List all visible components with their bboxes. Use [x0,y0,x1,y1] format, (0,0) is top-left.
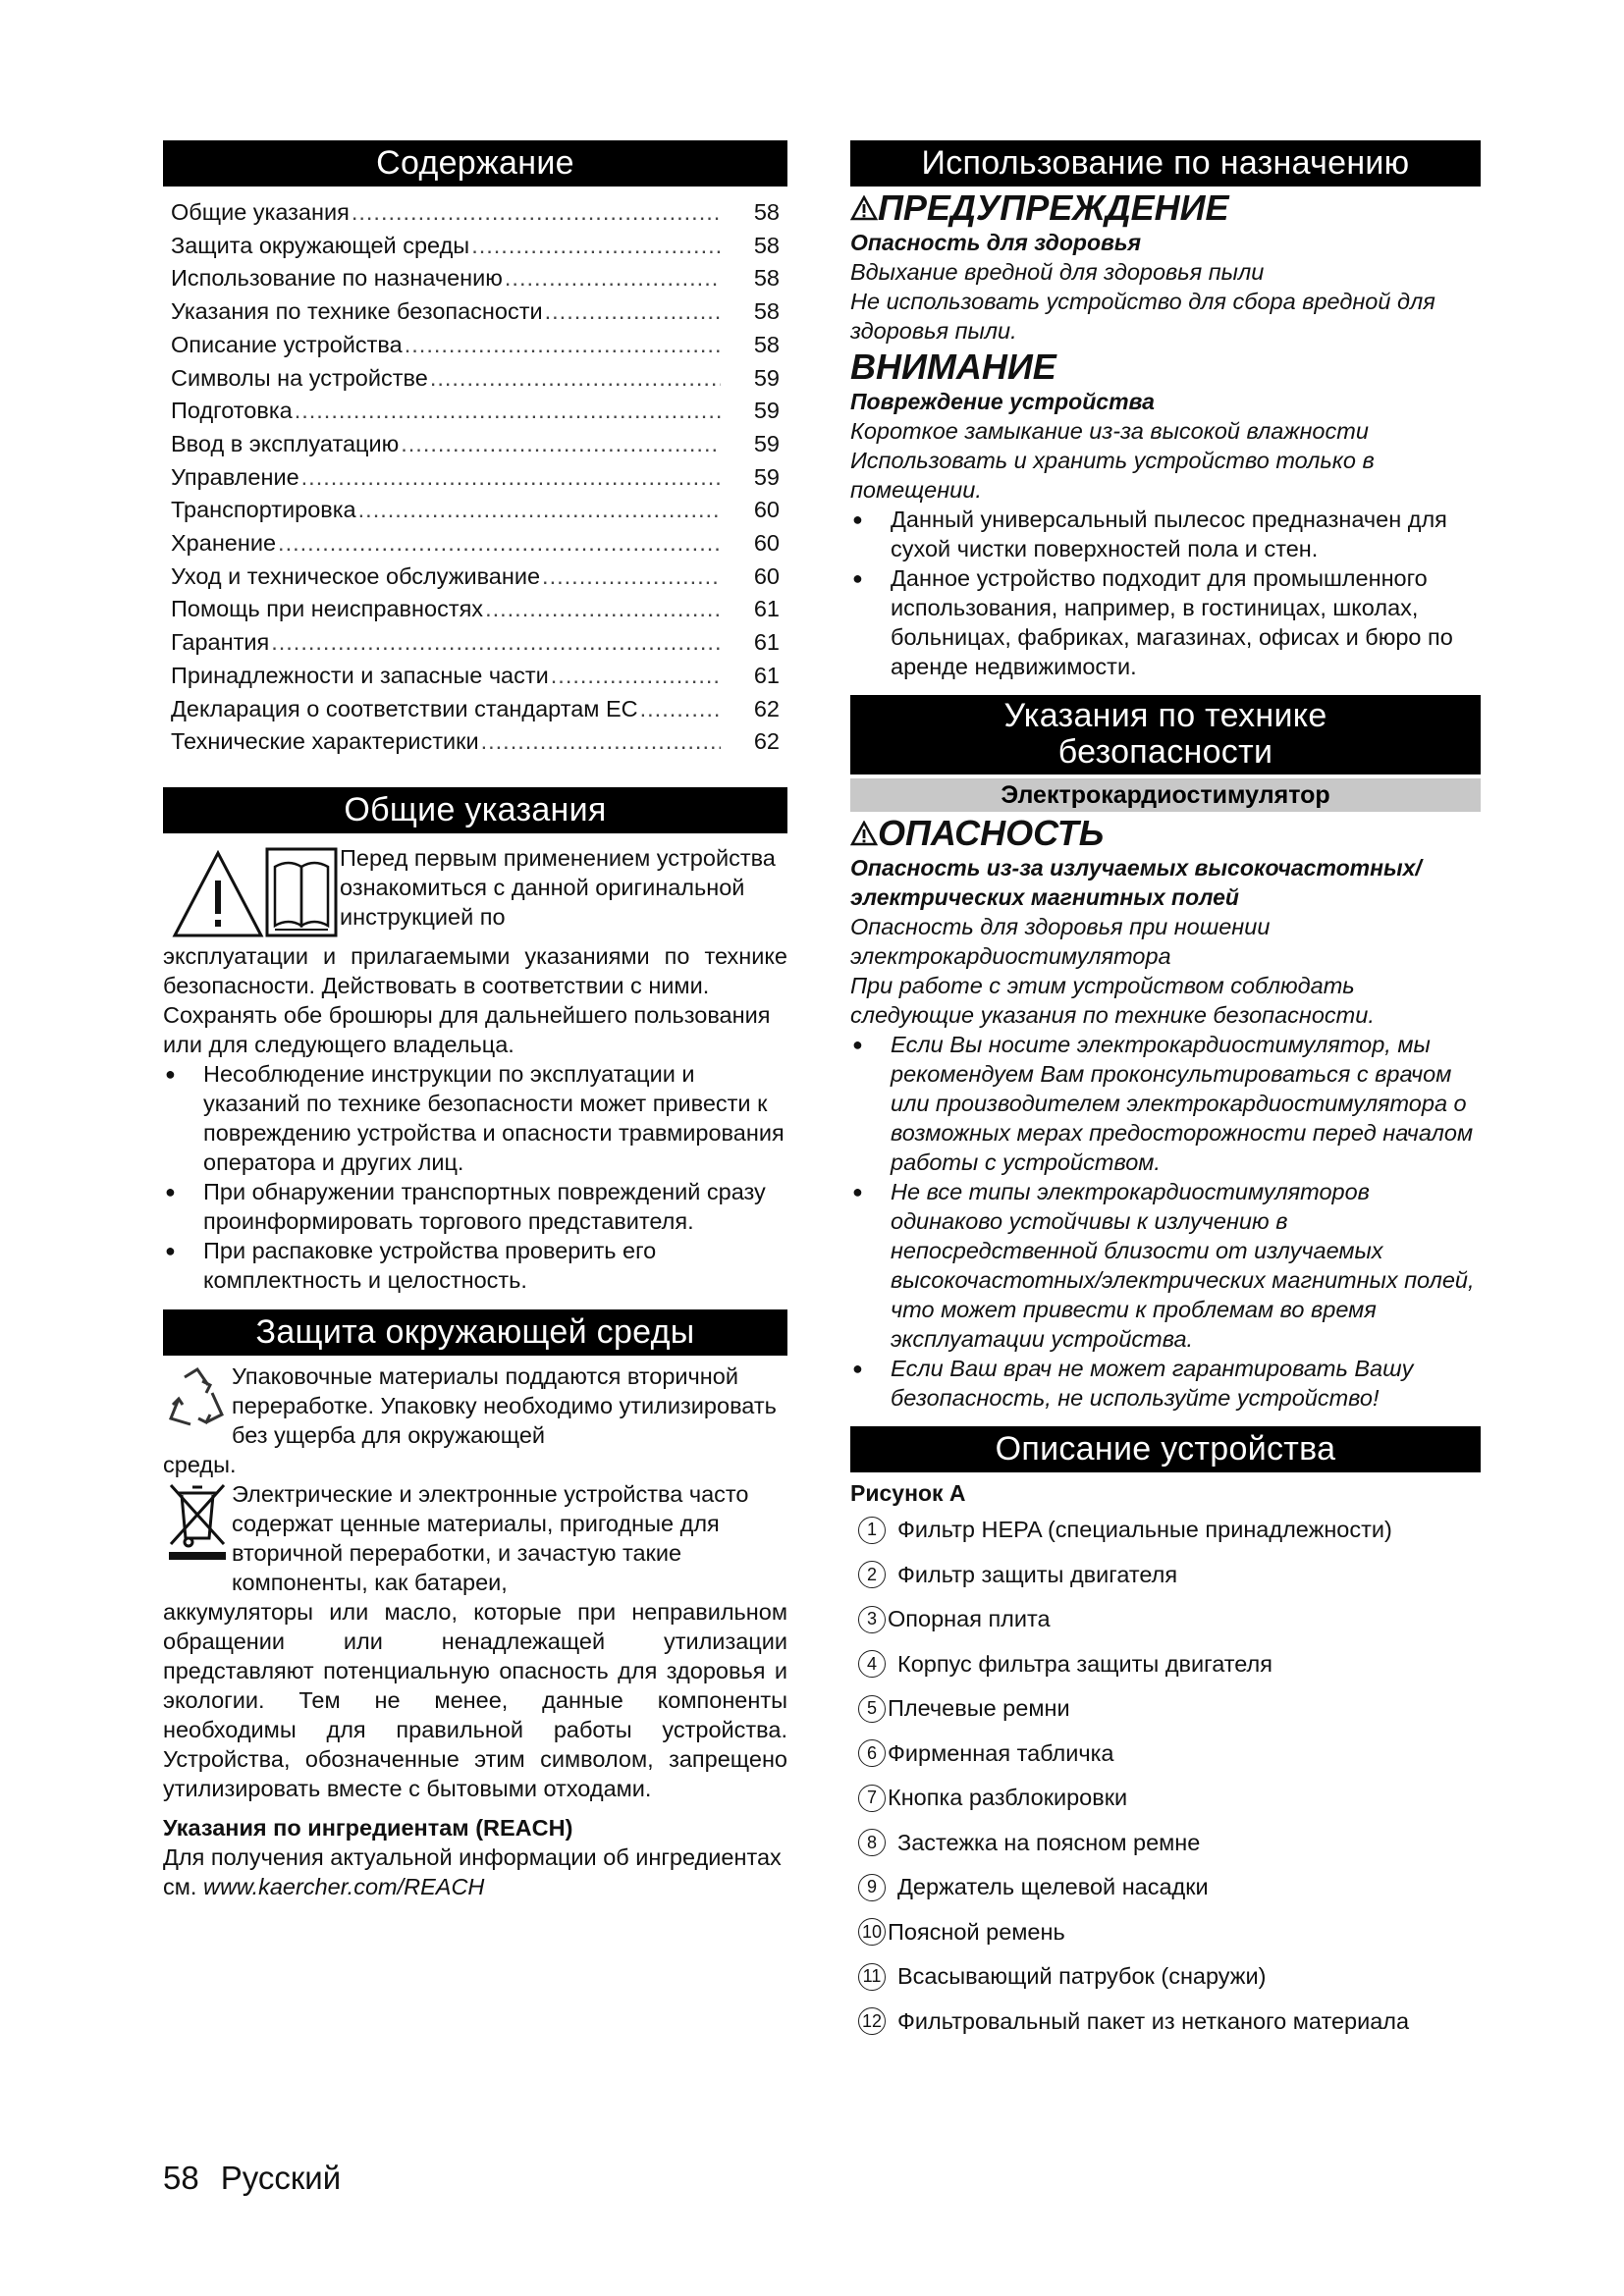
reach-text: Для получения актуальной информации об ингредиентах см. www.kaercher.com/REACH [163,1843,782,1899]
weee-text-rest: аккумуляторы или масло, которые при неправильном обращении или ненадлежащей утилизации представляют потенциальную опасность для здоровья и экологии. Тем не менее, данные компоненты необходимы для правильной работы устройства. Устройства, обозначенные этим символом, запрещено утилизировать вместе с бытовыми отходами. [163,1598,787,1801]
toc-leader [505,262,721,295]
weee-block [163,1479,787,1597]
intended-use-heading: Использование по назначению [850,140,1481,187]
warning-triangle-icon [850,195,878,221]
toc-title: Гарантия [171,629,270,656]
toc-row[interactable] [171,230,780,263]
toc-title: Ввод в эксплуатацию [171,430,400,456]
part-item [858,1732,1481,1777]
warning-title: ПРЕДУПРЕЖДЕНИЕ [850,188,1481,228]
toc-row[interactable] [171,362,780,396]
general-bullets [163,1059,787,1295]
toc-page: 58 [753,265,780,292]
toc-row[interactable] [171,196,780,230]
list-item: ● При обнаружении транспортных повреждений сразу проинформировать торгового представителя. [163,1177,787,1236]
recycle-block [163,1362,787,1450]
reach-title: Указания по ингредиентам (REACH) [163,1814,573,1841]
left-column [163,140,787,1901]
toc-page: 60 [753,497,780,523]
toc-title: Общие указания [171,199,350,225]
toc-page: 61 [753,662,780,688]
part-item [858,1597,1481,1642]
page-footer [163,2160,362,2197]
danger-subtitle: Опасность из-за излучаемых высокочастотных/электрических магнитных полей [850,855,1422,910]
toc-page: 59 [753,398,780,424]
part-number-circle: 1 [858,1517,886,1544]
part-item [858,1821,1481,1866]
part-item [858,1776,1481,1821]
part-item [858,1865,1481,1910]
toc-title: Принадлежности и запасные части [171,662,549,688]
caution-subtitle: Повреждение устройства [850,389,1155,414]
toc-leader [640,693,721,726]
part-label: Плечевые ремни [888,1695,1070,1722]
toc-page: 60 [753,530,780,557]
part-label: Поясной ремень [888,1918,1065,1945]
list-item: ● Несоблюдение инструкции по эксплуатации и указаний по технике безопасности может привести к повреждению устройства и опасности травмирования оператора и других лиц. [163,1059,787,1177]
toc-row[interactable] [171,527,780,561]
part-item [858,1508,1481,1553]
toc-page: 58 [753,331,780,357]
part-number-circle: 6 [858,1739,886,1767]
part-item [858,1954,1481,2000]
toc-leader [401,428,721,461]
toc-title: Указания по технике безопасности [171,298,543,325]
recycle-text-rest: среды. [163,1451,237,1477]
footer-language: Русский [220,2160,342,2196]
toc-leader [295,395,721,428]
weee-text: Электрические и электронные устройства часто содержат ценные материалы, пригодные для вторичной переработки, и зачастую такие компоненты, как батареи, [232,1480,749,1595]
toc-leader [485,593,721,626]
part-number-circle: 2 [858,1561,886,1588]
toc-title: Использование по назначению [171,265,503,292]
toc-page: 58 [753,298,780,325]
part-number-circle: 5 [858,1695,886,1723]
toc-heading: Содержание [163,140,787,187]
warning-manual-icon [171,845,340,939]
part-number-circle: 7 [858,1785,886,1812]
part-label: Корпус фильтра защиты двигателя [897,1650,1272,1677]
right-column [850,140,1481,2044]
figure-label: Рисунок A [850,1480,966,1506]
toc-title: Описание устройства [171,331,403,357]
danger-line: Опасность для здоровья при ношении электрокардиостимулятора [850,914,1271,969]
crossed-bin-icon [163,1479,232,1564]
list-item: ● Если Вы носите электрокардиостимулятор, мы рекомендуем Вам проконсультироваться с врачом или производителем электрокардиостимулятора о возможных мерах предосторожности перед началом работы с устройством. [850,1030,1481,1177]
list-item: ● Данное устройство подходит для промышленного использования, например, в гостиницах, школах, больницах, фабриках, магазинах, офисах и бюро по аренде недвижимости. [850,563,1481,681]
list-item: ● Если Ваш врач не может гарантировать Вашу безопасность, не используйте устройство! [850,1354,1481,1413]
part-label: Всасывающий патрубок (снаружи) [897,1963,1267,1990]
toc-title: Хранение [171,530,277,557]
recycle-text: Упаковочные материалы поддаются вторичной переработке. Упаковку необходимо утилизировать без ущерба для окружающей [232,1362,777,1448]
toc-leader [551,660,721,693]
toc-row[interactable] [171,295,780,329]
recycle-icon [163,1365,232,1434]
toc-page: 61 [753,629,780,656]
toc-row[interactable] [171,593,780,626]
part-label: Фирменная табличка [888,1739,1114,1766]
part-label: Застежка на поясном ремне [897,1829,1201,1855]
page-number: 58 [163,2160,199,2196]
part-item [858,1642,1481,1687]
general-intro-rest: эксплуатации и прилагаемыми указаниями по технике безопасности. Действовать в соответствии с ними. [163,942,787,998]
part-label: Опорная плита [888,1606,1051,1632]
toc-leader [430,362,721,396]
toc-page: 58 [753,199,780,225]
toc-title: Подготовка [171,398,293,424]
table-of-contents [163,187,787,759]
toc-leader [301,461,721,495]
toc-row[interactable] [171,561,780,594]
toc-leader [542,561,721,594]
part-item [858,2000,1481,2045]
toc-row[interactable] [171,461,780,495]
toc-page: 61 [753,596,780,622]
toc-title: Технические характеристики [171,728,479,755]
toc-row[interactable] [171,660,780,693]
safety-heading: Указания по технике безопасности [850,695,1481,774]
reach-link[interactable]: www.kaercher.com/REACH [202,1873,485,1899]
toc-title: Уход и техническое обслуживание [171,562,541,589]
toc-title: Защита окружающей среды [171,232,470,258]
warning-subtitle: Опасность для здоровья [850,230,1142,255]
toc-leader [278,527,721,561]
description-heading: Описание устройства [850,1426,1481,1472]
general-intro [163,843,787,941]
toc-page: 62 [753,695,780,721]
part-label: Держатель щелевой насадки [897,1874,1209,1900]
part-label: Фильтр защиты двигателя [897,1561,1178,1587]
general-keep-text: Сохранять обе брошюры для дальнейшего пользования или для следующего владельца. [163,1001,771,1057]
toc-page: 59 [753,364,780,391]
caution-line: Использовать и хранить устройство только в помещении. [850,448,1375,503]
toc-page: 58 [753,232,780,258]
part-label: Фильтровальный пакет из нетканого материала [897,2007,1410,2034]
danger-line: При работе с этим устройством соблюдать следующие указания по технике безопасности. [850,973,1375,1028]
part-label: Кнопка разблокировки [888,1785,1128,1811]
part-item [858,1686,1481,1732]
toc-page: 59 [753,463,780,490]
part-number-circle: 4 [858,1650,886,1678]
part-number-circle: 8 [858,1829,886,1856]
pacemaker-subheading: Электрокардиостимулятор [850,778,1481,812]
caution-title: ВНИМАНИЕ [850,347,1056,387]
toc-title: Помощь при неисправностях [171,596,484,622]
toc-row[interactable] [171,693,780,726]
toc-title: Декларация о соответствии стандартам ЕС [171,695,638,721]
toc-page: 59 [753,430,780,456]
toc-leader [271,626,721,660]
toc-leader [471,230,721,263]
list-item: ● Данный универсальный пылесос предназначен для сухой чистки поверхностей пола и стен. [850,505,1481,563]
toc-leader [481,725,721,759]
warning-line: Не использовать устройство для сбора вредной для здоровья пыли. [850,289,1435,344]
environment-heading: Защита окружающей среды [163,1309,787,1356]
toc-leader [405,329,721,362]
toc-title: Управление [171,463,299,490]
toc-title: Символы на устройстве [171,364,428,391]
part-item [858,1553,1481,1598]
toc-title: Транспортировка [171,497,356,523]
safety-bullets [850,1030,1481,1413]
part-number-circle: 9 [858,1874,886,1901]
general-intro-text: Перед первым применением устройства ознакомиться с данной оригинальной инструкцией по [340,844,776,930]
part-item [858,1910,1481,1955]
part-number-circle: 11 [858,1963,886,1991]
toc-row[interactable] [171,329,780,362]
part-number-circle: 3 [858,1606,886,1633]
toc-row[interactable] [171,626,780,660]
intended-use-bullets [850,505,1481,681]
parts-list [850,1508,1481,2044]
toc-page: 62 [753,728,780,755]
danger-title: ОПАСНОСТЬ [850,814,1481,853]
part-number-circle: 12 [858,2007,886,2035]
toc-row[interactable] [171,395,780,428]
toc-row[interactable] [171,428,780,461]
warning-line: Вдыхание вредной для здоровья пыли [850,259,1265,285]
toc-row[interactable] [171,494,780,527]
toc-row[interactable] [171,725,780,759]
toc-page: 60 [753,562,780,589]
general-heading: Общие указания [163,787,787,833]
toc-leader [352,196,721,230]
part-number-circle: 10 [858,1918,886,1946]
warning-triangle-icon [850,821,878,846]
part-label: Фильтр HEPA (специальные принадлежности) [897,1517,1392,1543]
toc-leader [545,295,721,329]
list-item: ● При распаковке устройства проверить его комплектность и целостность. [163,1236,787,1295]
toc-row[interactable] [171,262,780,295]
caution-line: Короткое замыкание из-за высокой влажности [850,418,1369,444]
toc-leader [358,494,721,527]
list-item: ● Не все типы электрокардиостимуляторов одинаково устойчивы к излучению в непосредственной близости от излучаемых высокочастотных/электрических магнитных полей, что может привести к проблемам во время эксплуатации устройства. [850,1177,1481,1354]
